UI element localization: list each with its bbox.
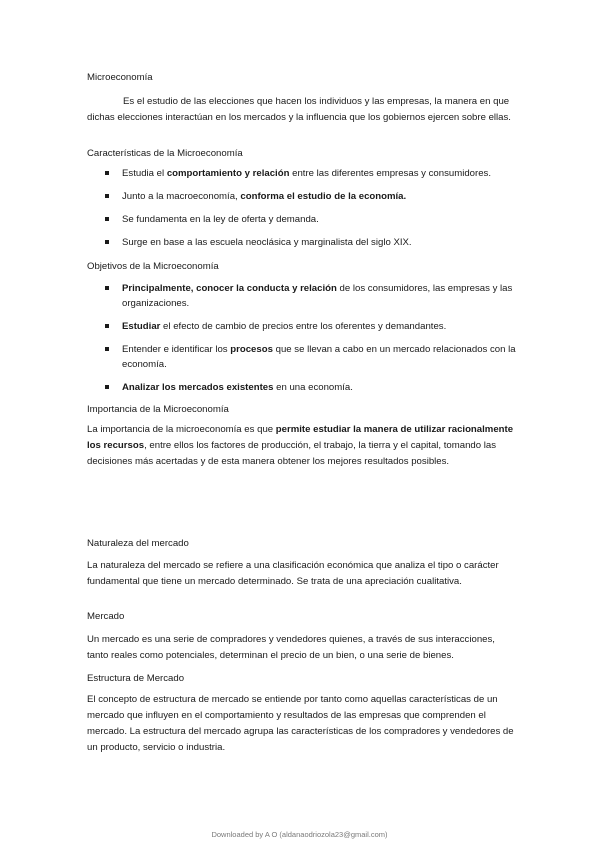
objetivo-item: [87, 319, 517, 334]
caracteristica-item-bold: conforma el estudio de la economía.: [240, 191, 407, 202]
caracteristica-item-pre: Estudia el: [122, 168, 167, 179]
section-title-estructura: Estructura de Mercado: [87, 673, 185, 684]
objetivo-item-bold: Estudiar: [122, 321, 161, 332]
caracteristica-item-post: entre las diferentes empresas y consumidores.: [289, 168, 491, 179]
bullet-icon: [105, 217, 109, 221]
objetivo-item-post: de los consumidores, las empresas y las organizaciones.: [122, 283, 513, 309]
caracteristicas-list: [87, 166, 517, 258]
bullet-icon: [105, 385, 109, 389]
bullet-icon: [105, 286, 109, 290]
caracteristica-item: [87, 166, 517, 181]
importancia-text-pre: La importancia de la microeconomía es que: [87, 424, 276, 435]
bullet-icon: [105, 171, 109, 175]
importancia-text-bold: permite estudiar la manera de utilizar racionalmente los recursos: [87, 424, 514, 451]
section-title-caracteristicas: Características de la Microeconomía: [87, 148, 243, 159]
objetivo-item-post: el efecto de cambio de precios entre los oferentes y demandantes.: [160, 321, 447, 332]
caracteristica-item-pre: Se fundamenta en la ley de oferta y demanda.: [122, 214, 319, 225]
objetivo-item: [87, 380, 517, 395]
objetivo-item: [87, 342, 517, 372]
objetivo-item-post: en una economía.: [273, 382, 353, 393]
estructura-paragraph: El concepto de estructura de mercado se entiende por tanto como aquellas características de un mercado que influyen en el comportamiento y resultados de las empresas que comprenden el mercado. La estructura del mercado agrupa las características de los compradores y vendedores de un producto, servicio o industria.: [87, 694, 514, 753]
objetivos-list: [87, 281, 517, 403]
caracteristica-item: [87, 212, 517, 227]
section-title-naturaleza: Naturaleza del mercado: [87, 538, 189, 549]
mercado-paragraph: Un mercado es una serie de compradores y vendedores quienes, a través de sus interacciones, tanto reales como potenciales, determinan el precio de un bien, o una serie de bienes.: [87, 634, 495, 661]
bullet-icon: [105, 324, 109, 328]
section-title-mercado: Mercado: [87, 611, 125, 622]
objetivo-item-bold: Analizar los mercados existentes: [122, 382, 274, 393]
objetivo-item-post: que se llevan a cabo en un mercado relacionados con la economía.: [122, 344, 516, 370]
section-title-importancia: Importancia de la Microeconomía: [87, 404, 229, 415]
bullet-icon: [105, 347, 109, 351]
caracteristica-item-pre: Surge en base a las escuela neoclásica y marginalista del siglo XIX.: [122, 237, 412, 248]
objetivo-item-bold: Principalmente, conocer la conducta y relación: [122, 283, 337, 294]
importancia-text-post: , entre ellos los factores de producción, el trabajo, la tierra y el capital, tomando las decisiones más acertadas y de esta manera obtener los mejores resultados posibles.: [87, 440, 497, 467]
objetivo-item-pre: Entender e identificar los: [122, 344, 231, 355]
caracteristica-item-pre: Junto a la macroeconomía,: [122, 191, 241, 202]
caracteristica-item: [87, 189, 517, 204]
naturaleza-paragraph: La naturaleza del mercado se refiere a una clasificación económica que analiza el tipo o carácter fundamental que tiene un mercado determinado. Se trata de una apreciación cualitativa.: [87, 560, 499, 587]
caracteristica-item: [87, 235, 517, 250]
importancia-paragraph: [87, 422, 517, 470]
microeconomia-definition: Es el estudio de las elecciones que hacen los individuos y las empresas, la manera en que dichas elecciones interactúan en los mercados y la influencia que los gobiernos ejercen sobre ellas.: [87, 96, 511, 123]
caracteristica-item-bold: comportamiento y relación: [166, 168, 290, 179]
bullet-icon: [105, 240, 109, 244]
section-title-microeconomia: Microeconomía: [87, 72, 153, 83]
bullet-icon: [105, 194, 109, 198]
objetivo-item: [87, 281, 517, 311]
download-footer: Downloaded by A O (aldanaodriozola23@gmail.com): [211, 830, 388, 839]
objetivo-item-bold: procesos: [230, 344, 273, 355]
section-title-objetivos: Objetivos de la Microeconomía: [87, 261, 219, 272]
